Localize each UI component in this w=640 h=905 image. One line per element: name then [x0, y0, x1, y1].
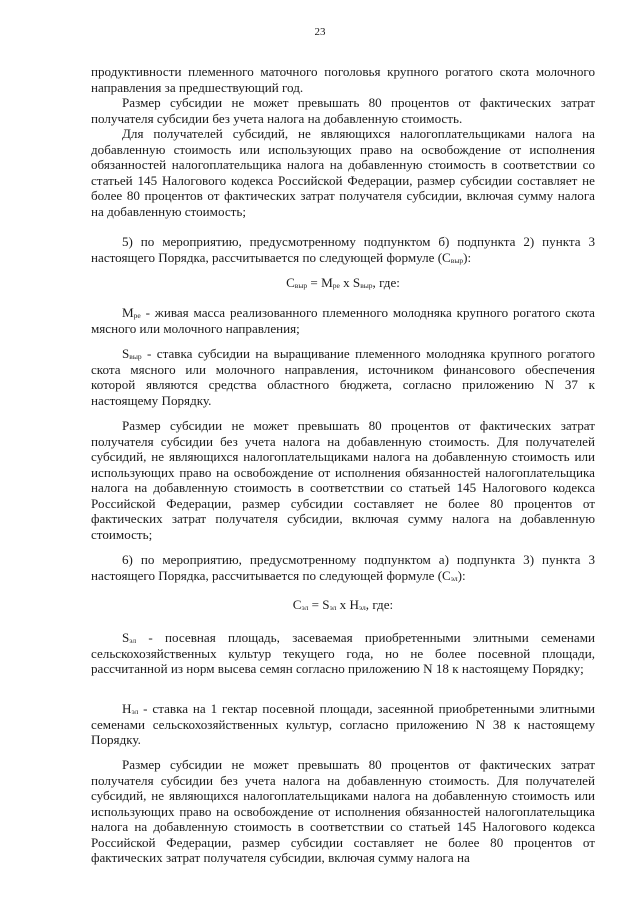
paragraph-continuation: продуктивности племенного маточного поголовья крупного рогатого скота молочного направления за предшествующий год.	[91, 64, 595, 95]
formula-5: $С_{выр} = М_{ре}$ x $S_{выр}$, где:	[286, 275, 400, 290]
item-6-intro: 6) по мероприятию, предусмотренному подпунктом а) подпункта 3) пункта 3 настоящего Порядка, рассчитывается по следующей формуле $(С_{эл})$:	[91, 552, 595, 583]
definition-s-el: $S_{эл}$ - посевная площадь, засеваемая приобретенными элитными семенами сельскохозяйственных культур текущего года, но не более посевной площади, рассчитанной из норм высева семян согласно приложению N 18 к настоящему Порядку;	[91, 630, 595, 676]
definition-s-vyr: $S_{выр}$ - ставка субсидии на выращивание племенного молодняка крупного рогатого скота мясного или молочного направления, источником финансового обеспечения которой являются средства областного бюджета, согласно приложению N 37 к настоящему Порядку.	[91, 346, 595, 408]
page-number: 23	[314, 26, 326, 38]
definition-m-re: $М_{ре}$ - живая масса реализованного племенного молодняка крупного рогатого скота мясного или молочного направления;	[91, 305, 595, 336]
paragraph-vat-1: Для получателей субсидий, не являющихся налогоплательщиками налога на добавленную стоимость или использующих право на освобождение от исполнения обязанностей налогоплательщика налога на добавленную стоимость в соответствии со статьей 145 Налогового кодекса Российской Федерации, размер субсидии составляет не более 80 процентов от фактических затрат получателя субсидии, включая сумму налога на добавленную стоимость;	[91, 126, 595, 219]
item-5-intro: 5) по мероприятию, предусмотренному подпунктом б) подпункта 2) пункта 3 настоящего Порядка, рассчитывается по следующей формуле $(С_{выр})$:	[91, 234, 595, 265]
formula-6: $С_{эл} = S_{эл}$ x $Н_{эл}$, где:	[292, 597, 394, 612]
paragraph-limit-2: Размер субсидии не может превышать 80 процентов от фактических затрат получателя субсидии без учета налога на добавленную стоимость. Для получателей субсидий, не являющихся налогоплательщиками налога на добавленную стоимость или использующих право на освобождение от исполнения обязанностей налогоплательщика налога на добавленную стоимость в соответствии со статьей 145 Налогового кодекса Российской Федерации, размер субсидии составляет не более 80 процентов от фактических затрат получателя субсидии, включая сумму налога на добавленную стоимость;	[91, 418, 595, 542]
definition-h-el: $Н_{эл}$ - ставка на 1 гектар посевной площади, засеянной приобретенными элитными семенами сельскохозяйственных культур, согласно приложению N 38 к настоящему Порядку.	[91, 701, 595, 747]
paragraph-limit-1: Размер субсидии не может превышать 80 процентов от фактических затрат получателя субсидии без учета налога на добавленную стоимость.	[91, 95, 595, 126]
paragraph-limit-3: Размер субсидии не может превышать 80 процентов от фактических затрат получателя субсидии без учета налога на добавленную стоимость. Для получателей субсидий, не являющихся налогоплательщиками налога на добавленную стоимость или использующих право на освобождение от исполнения обязанностей налогоплательщика налога на добавленную стоимость в соответствии со статьей 145 Налогового кодекса Российской Федерации, размер субсидии составляет не более 80 процентов от фактических затрат получателя субсидии, включая сумму налога на	[91, 757, 595, 865]
